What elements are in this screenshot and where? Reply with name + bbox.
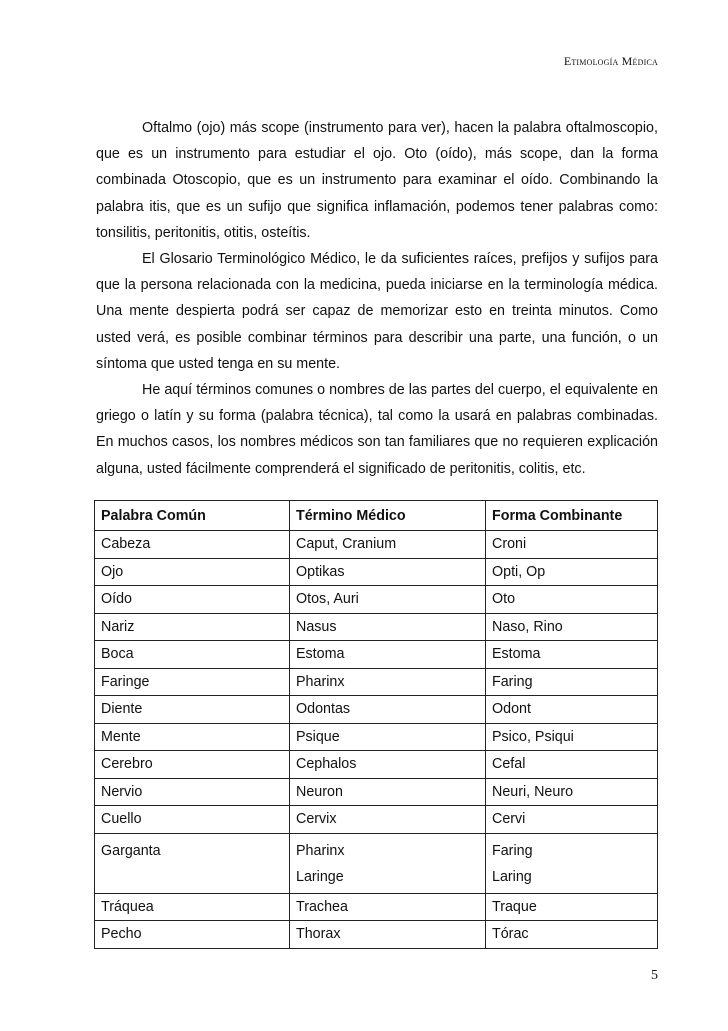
table-cell: Estoma <box>290 641 486 669</box>
table-row <box>95 778 658 806</box>
paragraph: Oftalmo (ojo) más scope (instrumento para ver), hacen la palabra oftalmoscopio, que es un instrumento para estudiar el ojo. Oto (oído), más scope, dan la forma combinada Otoscopio, que es un instrumento para examinar el oído. Combinando la palabra itis, que es un sufijo que significa inflamación, podemos tener palabras como: tonsilitis, peritonitis, otitis, osteítis. <box>96 120 658 241</box>
table-cell: Nasus <box>290 613 486 641</box>
table-row <box>95 723 658 751</box>
column-header: Palabra Común <box>95 501 290 531</box>
paragraph: El Glosario Terminológico Médico, le da suficientes raíces, prefijos y sufijos para que la persona relacionada con la medicina, pueda iniciarse en la terminología médica. Una mente despierta podrá ser capaz de memorizar esto en treinta minutos. Como usted verá, es posible combinar términos para describir una parte, una función, o un síntoma que usted tenga en su mente. <box>96 251 658 372</box>
table-header-row <box>95 501 658 531</box>
table-cell: Opti, Op <box>486 558 658 586</box>
table-cell: Cefal <box>486 751 658 779</box>
table-cell: Cervi <box>486 806 658 834</box>
table-cell: Cephalos <box>290 751 486 779</box>
table-cell: Cuello <box>95 806 290 834</box>
table-cell: Croni <box>486 531 658 559</box>
table-row <box>95 696 658 724</box>
table-cell: Tráquea <box>95 893 290 921</box>
table-row <box>95 893 658 921</box>
table-cell: Pharinx Laringe <box>290 833 486 893</box>
table-row <box>95 531 658 559</box>
running-header: Etimología Médica <box>563 54 658 68</box>
table-row <box>95 751 658 779</box>
table-cell: Pharinx <box>290 668 486 696</box>
column-header: Forma Combinante <box>486 501 658 531</box>
table-row <box>95 641 658 669</box>
table-cell: Traque <box>486 893 658 921</box>
table-cell: Diente <box>95 696 290 724</box>
paragraph: He aquí términos comunes o nombres de las partes del cuerpo, el equivalente en griego o latín y su forma (palabra técnica), tal como la usará en palabras combinadas. En muchos casos, los nombres médicos son tan familiares que no requieren explicación alguna, usted fácilmente comprenderá el significado de peritonitis, colitis, etc. <box>96 382 658 477</box>
table-cell: Ojo <box>95 558 290 586</box>
body-text <box>96 115 658 482</box>
table-row <box>95 586 658 614</box>
table-row <box>95 833 658 893</box>
table-cell: Oto <box>486 586 658 614</box>
table-cell: Nervio <box>95 778 290 806</box>
table-cell: Faringe <box>95 668 290 696</box>
table-cell: Pecho <box>95 921 290 949</box>
column-header: Término Médico <box>290 501 486 531</box>
table-cell: Thorax <box>290 921 486 949</box>
table-cell: Boca <box>95 641 290 669</box>
table-cell: Naso, Rino <box>486 613 658 641</box>
table-cell: Optikas <box>290 558 486 586</box>
table-cell: Otos, Auri <box>290 586 486 614</box>
table-cell: Cerebro <box>95 751 290 779</box>
table-cell: Neuri, Neuro <box>486 778 658 806</box>
table-cell: Cabeza <box>95 531 290 559</box>
table-cell: Caput, Cranium <box>290 531 486 559</box>
table-body-end <box>95 893 658 948</box>
table-cell: Tórac <box>486 921 658 949</box>
table-cell: Faring Laring <box>486 833 658 893</box>
table-cell: Oído <box>95 586 290 614</box>
table-cell: Neuron <box>290 778 486 806</box>
table-cell: Mente <box>95 723 290 751</box>
table-cell: Odontas <box>290 696 486 724</box>
table-row <box>95 921 658 949</box>
table-row <box>95 558 658 586</box>
table-row <box>95 806 658 834</box>
page-number: 5 <box>651 968 658 983</box>
table-cell: Estoma <box>486 641 658 669</box>
table-cell: Cervix <box>290 806 486 834</box>
table-cell: Nariz <box>95 613 290 641</box>
table-row <box>95 613 658 641</box>
table-cell: Garganta <box>95 833 290 893</box>
table-row <box>95 668 658 696</box>
terminology-table <box>94 500 658 949</box>
table-cell: Psique <box>290 723 486 751</box>
table-body-multi <box>95 833 658 893</box>
table-cell: Psico, Psiqui <box>486 723 658 751</box>
table-cell: Trachea <box>290 893 486 921</box>
table-cell: Faring <box>486 668 658 696</box>
table-body <box>95 531 658 834</box>
table-cell: Odont <box>486 696 658 724</box>
